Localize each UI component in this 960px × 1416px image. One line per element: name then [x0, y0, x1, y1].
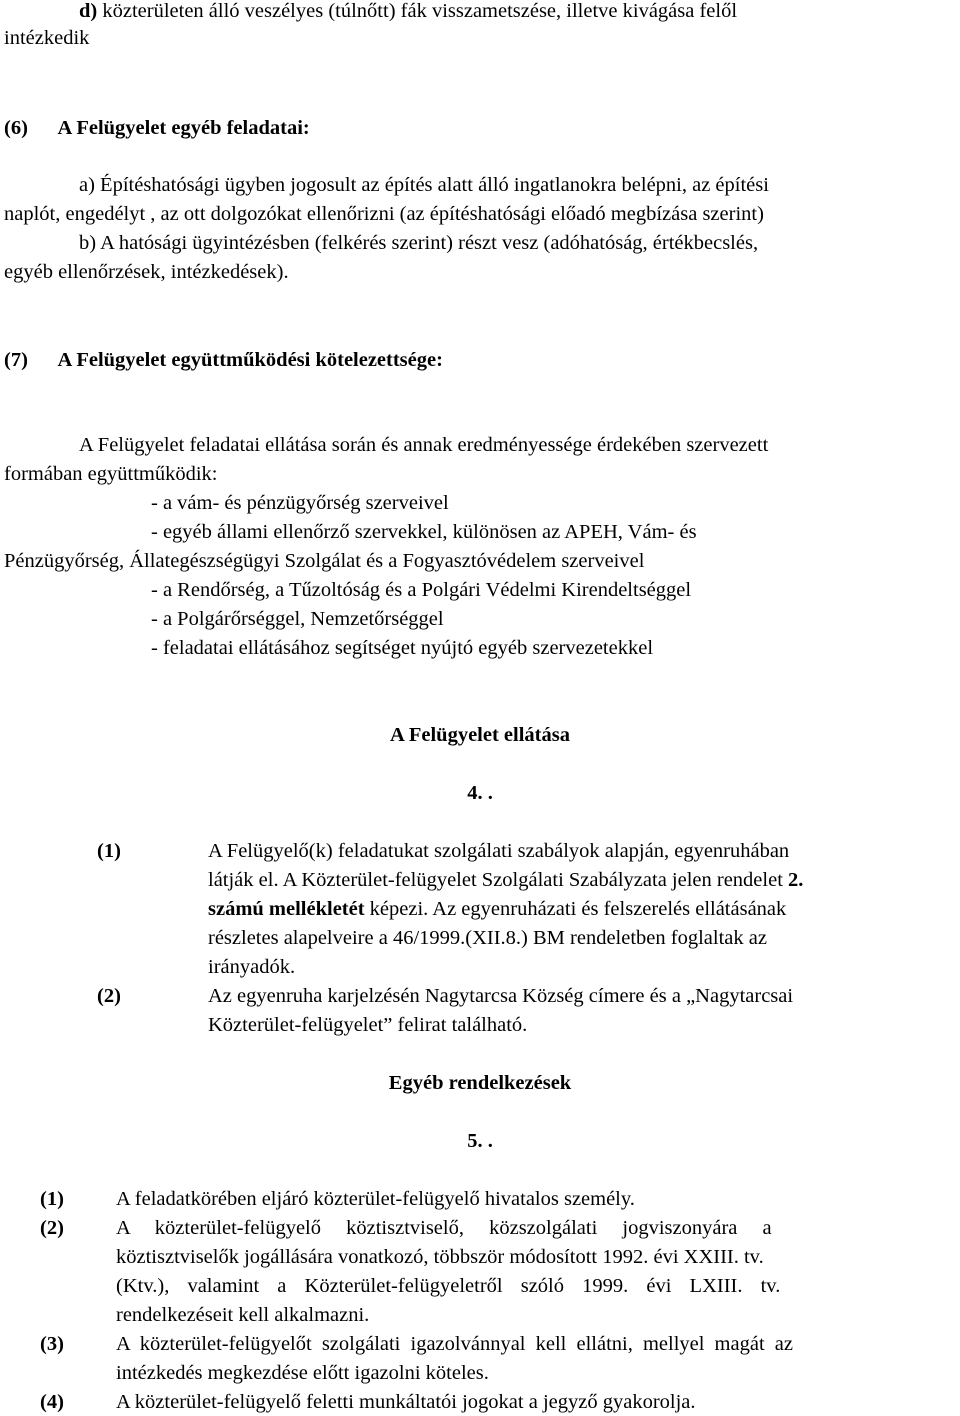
item-d-label: d) — [79, 0, 98, 22]
s5-p3-line2: intézkedés megkezdése előtt igazolni köteles. — [116, 1362, 489, 1384]
section-5-number: 5. . — [467, 1130, 493, 1152]
s7-intro-line2: formában együttműködik: — [4, 463, 218, 485]
s5-p2-line3: (Ktv.), valamint a Közterület-felügyeletről szóló 1999. évi LXIII. tv. — [116, 1275, 781, 1297]
s7-item5: - feladatai ellátásához segítséget nyújtó egyéb szervezetekkel — [151, 637, 654, 659]
s7-item2-line1: - egyéb állami ellenőrző szervekkel, különösen az APEH, Vám- és — [151, 521, 697, 543]
s5-p1-number: (1) — [40, 1188, 64, 1210]
s5-p2-number: (2) — [40, 1217, 64, 1239]
s7-item2-line2: Pénzügyőrség, Állategészségügyi Szolgálat és a Fogyasztóvédelem szerveivel — [4, 550, 645, 572]
s5-p2-line1: A közterület-felügyelő köztisztviselő, közszolgálati jogviszonyára a — [116, 1217, 772, 1239]
s4-p2-number: (2) — [97, 985, 121, 1007]
s6-b-line1: b) A hatósági ügyintézésben (felkérés szerint) részt vesz (adóhatóság, értékbecslés, — [79, 232, 759, 254]
s4-p1-line4: részletes alapelveire a 46/1999.(XII.8.) BM rendeletben foglaltak az — [208, 927, 767, 949]
s7-item1: - a vám- és pénzügyőrség szerveivel — [151, 492, 449, 514]
s4-p1-line2-text: látják el. A Közterület-felügyelet Szolgálati Szabályzata jelen rendelet — [208, 869, 789, 891]
s4-p2-line1: Az egyenruha karjelzésén Nagytarcsa Község címere és a „Nagytarcsai — [208, 985, 794, 1007]
item-d-line2: intézkedik — [4, 27, 90, 49]
s4-p1-line5: irányadók. — [208, 956, 296, 978]
s4-p1-line3-bold: számú mellékletét — [208, 898, 365, 920]
s4-p1-line2-bold: 2. — [788, 869, 804, 891]
s7-intro-line1: A Felügyelet feladatai ellátása során és annak eredményessége érdekében szervezett — [79, 434, 769, 456]
s6-a-line1: a) Építéshatósági ügyben jogosult az építés alatt álló ingatlanokra belépni, az építési — [79, 174, 769, 196]
s4-p2-line2: Közterület-felügyelet” felirat található. — [208, 1014, 528, 1036]
s4-p1-number: (1) — [97, 840, 121, 862]
section-5-title: Egyéb rendelkezések — [388, 1072, 572, 1094]
s5-p3-line1: A közterület-felügyelőt szolgálati igazolvánnyal kell ellátni, mellyel magát az — [116, 1333, 793, 1355]
s6-b-line2: egyéb ellenőrzések, intézkedések). — [4, 261, 289, 283]
item-d-line1 — [79, 0, 737, 25]
section-6-heading: (6) A Felügyelet egyéb feladatai: — [4, 117, 310, 139]
s7-item4: - a Polgárőrséggel, Nemzetőrséggel — [151, 608, 444, 630]
section-4-title: A Felügyelet ellátása — [390, 724, 570, 746]
s5-p1-line1: A feladatkörében eljáró közterület-felügyelő hivatalos személy. — [116, 1188, 635, 1210]
s7-item3: - a Rendőrség, a Tűzoltóság és a Polgári Védelmi Kirendeltséggel — [151, 579, 692, 601]
s4-p1-line1-text: A Felügyelő(k) feladatukat szolgálati szabályok alapján, egyenruhában — [208, 840, 790, 862]
s4-p1-line3 — [208, 895, 786, 923]
s5-p2-line4: rendelkezéseit kell alkalmazni. — [116, 1304, 370, 1326]
s5-p2-line2: köztisztviselők jogállására vonatkozó, többször módosított 1992. évi XXIII. tv. — [116, 1246, 764, 1268]
s4-p1-line2 — [208, 866, 803, 894]
section-4-number: 4. . — [467, 782, 493, 804]
section-7-heading: (7) A Felügyelet együttműködési kötelezettsége: — [4, 349, 443, 371]
s4-p1-line3-text: képezi. Az egyenruházati és felszerelés ellátásának — [364, 898, 787, 920]
s6-a-line2: naplót, engedélyt , az ott dolgozókat ellenőrizni (az építéshatósági előadó megbízása szerint) — [4, 203, 764, 225]
s4-p1-line1 — [208, 837, 956, 865]
s5-p4-number: (4) — [40, 1391, 64, 1413]
s5-p3-number: (3) — [40, 1333, 64, 1355]
item-d-text: közterületen álló veszélyes (túlnőtt) fák visszametszése, illetve kivágása felől — [102, 0, 738, 22]
s5-p4-line1: A közterület-felügyelő feletti munkáltatói jogokat a jegyző gyakorolja. — [116, 1391, 696, 1413]
